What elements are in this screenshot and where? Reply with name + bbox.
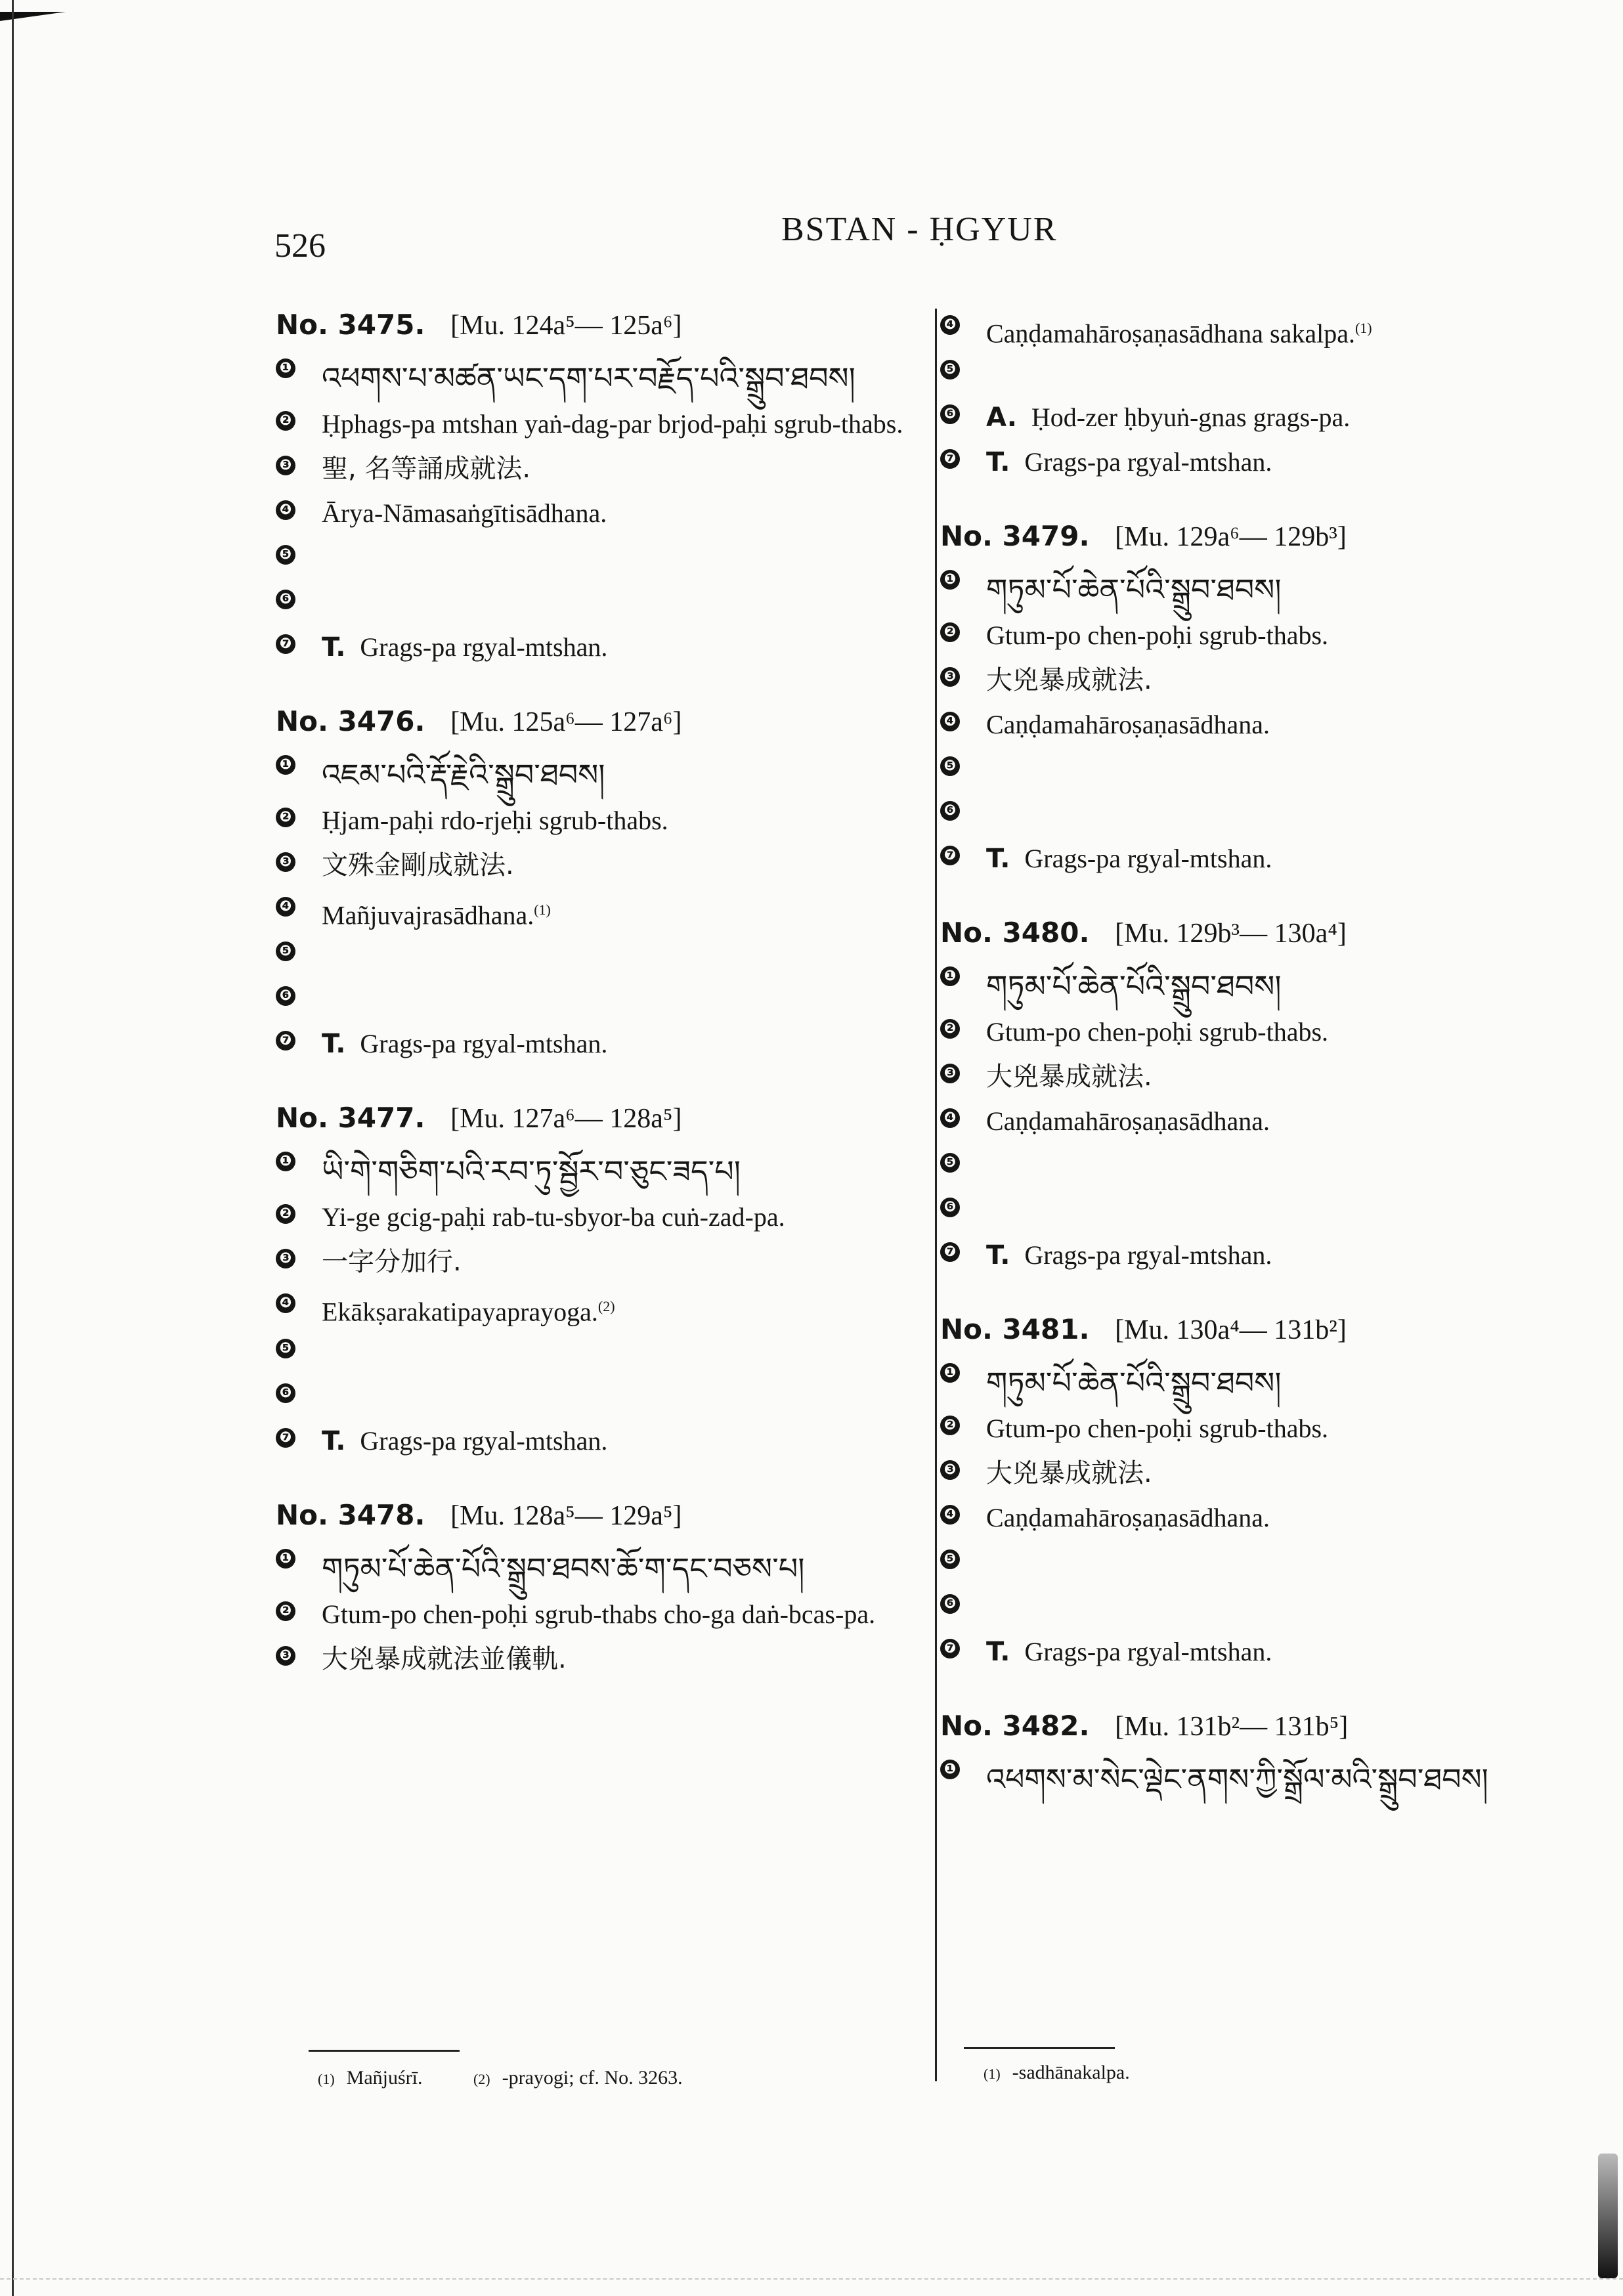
field-tibetan-title — [940, 1753, 1511, 1806]
translator-label: T. — [322, 1425, 346, 1456]
marker-4-icon: ❹ — [940, 712, 960, 731]
translator-label: T. — [322, 1029, 346, 1060]
marker-3-icon: ❸ — [276, 456, 295, 475]
field-6-empty — [276, 1377, 919, 1421]
field-5-empty — [940, 1543, 1511, 1588]
marker-1-icon: ❶ — [276, 1549, 295, 1569]
field-6-empty — [940, 1588, 1511, 1632]
field-5-empty — [940, 353, 1511, 398]
translator-name: Grags-pa rgyal-mtshan. — [1024, 844, 1272, 874]
transliteration: Yi-ge gcig-paḥi rab-tu-sbyor-ba cuṅ-zad-pa. — [322, 1202, 785, 1232]
field-transliteration — [940, 616, 1511, 661]
field-6-empty — [276, 583, 919, 628]
entry-reference: [Mu. 129b³— 130a⁴] — [1115, 919, 1347, 949]
translator-label: T. — [986, 1240, 1010, 1271]
chinese-title: 大兇暴成就法. — [986, 1062, 1152, 1093]
transliteration: Gtum-po chen-poḥi sgrub-thabs cho-ga daṅ-bcas-pa. — [322, 1599, 876, 1629]
field-translator — [940, 443, 1511, 487]
entry-number: No. 3477. — [276, 1102, 425, 1135]
transliteration: Gtum-po chen-poḥi sgrub-thabs. — [986, 620, 1329, 651]
sanskrit-title: Caṇḍamahāroṣaṇasādhana. — [986, 1503, 1270, 1533]
left-margin-rule — [12, 0, 14, 2296]
field-chinese-title — [276, 1639, 919, 1684]
field-translator — [940, 1632, 1511, 1677]
field-chinese-title — [276, 1242, 919, 1287]
field-transliteration — [276, 1198, 919, 1242]
field-tibetan-title — [940, 563, 1511, 616]
field-sanskrit-title — [940, 1498, 1511, 1543]
field-chinese-title — [940, 1057, 1511, 1102]
translator-name: Grags-pa rgyal-mtshan. — [1024, 1240, 1272, 1270]
field-tibetan-title — [276, 1542, 919, 1595]
field-transliteration — [940, 1409, 1511, 1454]
field-translator — [940, 839, 1511, 884]
entry-heading — [276, 705, 919, 738]
marker-2-icon: ❷ — [276, 411, 295, 431]
field-tibetan-title — [276, 1145, 919, 1198]
field-6-empty — [276, 980, 919, 1024]
translator-name: Grags-pa rgyal-mtshan. — [360, 632, 608, 662]
marker-4-icon: ❹ — [276, 1293, 295, 1313]
transliteration: Ḥjam-paḥi rdo-rjeḥi sgrub-thabs. — [322, 806, 668, 835]
footnote-text: Mañjuśrī. — [346, 2067, 423, 2089]
marker-5-icon: ❺ — [940, 756, 960, 776]
marker-7-icon: ❼ — [940, 846, 960, 865]
catalog-entry-3481 — [940, 1313, 1511, 1677]
footnote-text: -prayogi; cf. No. 3263. — [502, 2067, 683, 2089]
entry-reference: [Mu. 125a⁶— 127a⁶] — [450, 707, 682, 737]
translator-name: Grags-pa rgyal-mtshan. — [1024, 447, 1272, 477]
field-tibetan-title — [940, 1356, 1511, 1409]
field-sanskrit-title — [276, 494, 919, 538]
entry-heading — [940, 1313, 1511, 1346]
marker-7-icon: ❼ — [940, 1639, 960, 1658]
sanskrit-title: Caṇḍamahāroṣaṇasādhana. — [986, 710, 1270, 740]
sanskrit-title: Caṇḍamahāroṣaṇasādhana. — [986, 1106, 1270, 1137]
marker-5-icon: ❺ — [276, 1339, 295, 1358]
translator-name: Grags-pa rgyal-mtshan. — [360, 1029, 608, 1059]
footnotes-right — [984, 2062, 1176, 2084]
entry-reference: [Mu. 127a⁶— 128a⁵] — [450, 1104, 682, 1135]
footnote-rule-right — [964, 2047, 1115, 2049]
transliteration: Gtum-po chen-poḥi sgrub-thabs. — [986, 1017, 1329, 1047]
footnotes-left — [318, 2067, 729, 2089]
marker-2-icon: ❷ — [276, 1204, 295, 1224]
marker-2-icon: ❷ — [940, 1416, 960, 1435]
marker-4-icon: ❹ — [940, 1505, 960, 1525]
tibetan-title: གཏུམ་པོ་ཆེན་པོའི་སྒྲུབ་ཐབས། — [986, 572, 1282, 608]
footnote-mark: (2) — [473, 2071, 490, 2087]
marker-7-icon: ❼ — [940, 1242, 960, 1262]
field-5-empty — [276, 1332, 919, 1377]
marker-6-icon: ❻ — [276, 590, 295, 609]
tibetan-title: འཕགས་པ་མཚན་ཡང་དག་པར་བརྗོད་པའི་སྒྲུབ་ཐབས། — [322, 360, 855, 396]
marker-2-icon: ❷ — [940, 622, 960, 642]
field-5-empty — [940, 1146, 1511, 1191]
footnote-mark: (1) — [318, 2071, 335, 2087]
catalog-entry-3478-continued — [940, 309, 1511, 487]
translator-label: T. — [986, 1637, 1010, 1668]
tibetan-title: འཕགས་མ་སེང་ལྡེང་ནགས་ཀྱི་སྒྲོལ་མའི་སྒྲུབ་ཐབས། — [986, 1762, 1488, 1798]
catalog-entry-3480 — [940, 917, 1511, 1280]
field-translator — [276, 1421, 919, 1466]
catalog-entry-3476 — [276, 705, 919, 1069]
marker-5-icon: ❺ — [940, 1153, 960, 1173]
marker-6-icon: ❻ — [276, 1383, 295, 1403]
marker-5-icon: ❺ — [940, 1549, 960, 1569]
marker-1-icon: ❶ — [940, 570, 960, 590]
catalog-entry-3479 — [940, 520, 1511, 884]
tibetan-title: གཏུམ་པོ་ཆེན་པོའི་སྒྲུབ་ཐབས། — [986, 968, 1282, 1005]
column-divider — [935, 309, 937, 2081]
field-tibetan-title — [276, 748, 919, 801]
field-translator — [276, 628, 919, 672]
marker-3-icon: ❸ — [940, 667, 960, 687]
marker-4-icon: ❹ — [940, 1108, 960, 1128]
translator-label: T. — [986, 844, 1010, 875]
catalog-entry-3477 — [276, 1102, 919, 1465]
footnote-reference: (1) — [534, 901, 551, 918]
field-sanskrit-title — [940, 1102, 1511, 1146]
entry-reference: [Mu. 131b²— 131b⁵] — [1115, 1712, 1349, 1743]
field-sanskrit-title — [940, 705, 1511, 750]
entry-number: No. 3482. — [940, 1710, 1090, 1743]
scan-edge-smudge — [1598, 2154, 1618, 2278]
marker-3-icon: ❸ — [940, 1064, 960, 1083]
marker-3-icon: ❸ — [276, 1646, 295, 1666]
field-translator — [276, 1024, 919, 1069]
field-5-empty — [276, 538, 919, 583]
field-tibetan-title — [276, 352, 919, 404]
left-column — [276, 309, 919, 1717]
chinese-title: 一字分加行. — [322, 1247, 462, 1278]
field-5-empty — [276, 935, 919, 980]
scan-bottom-edge — [0, 2278, 1623, 2281]
field-transliteration — [940, 1012, 1511, 1057]
marker-5-icon: ❺ — [276, 942, 295, 961]
marker-7-icon: ❼ — [276, 1428, 295, 1448]
field-sanskrit-title — [940, 309, 1511, 353]
marker-2-icon: ❷ — [276, 808, 295, 827]
marker-1-icon: ❶ — [276, 358, 295, 378]
field-chinese-title — [940, 661, 1511, 705]
marker-1-icon: ❶ — [940, 1363, 960, 1383]
marker-3-icon: ❸ — [276, 852, 295, 872]
catalog-entry-3475 — [276, 309, 919, 672]
transliteration: Ḥphags-pa mtshan yaṅ-dag-par brjod-paḥi sgrub-thabs. — [322, 409, 903, 439]
field-transliteration — [276, 1595, 919, 1639]
field-translator — [940, 1236, 1511, 1280]
entry-heading — [940, 917, 1511, 949]
entry-reference: [Mu. 129a⁶— 129b³] — [1115, 522, 1347, 553]
entry-heading — [940, 520, 1511, 553]
marker-2-icon: ❷ — [276, 1601, 295, 1621]
marker-7-icon: ❼ — [276, 1031, 295, 1051]
marker-4-icon: ❹ — [276, 500, 295, 520]
marker-6-icon: ❻ — [940, 404, 960, 424]
entry-number: No. 3479. — [940, 520, 1090, 553]
marker-6-icon: ❻ — [940, 801, 960, 821]
translator-label: T. — [322, 632, 346, 662]
marker-1-icon: ❶ — [940, 1760, 960, 1779]
chinese-title: 聖, 名等誦成就法. — [322, 454, 531, 484]
field-tibetan-title — [940, 960, 1511, 1012]
author-label: A. — [986, 402, 1017, 433]
marker-3-icon: ❸ — [276, 1249, 295, 1268]
tibetan-title: གཏུམ་པོ་ཆེན་པོའི་སྒྲུབ་ཐབས་ཆོ་ག་དང་བཅས་པ། — [322, 1550, 805, 1586]
translator-name: Grags-pa rgyal-mtshan. — [1024, 1637, 1272, 1667]
marker-6-icon: ❻ — [276, 986, 295, 1006]
footnote-rule-left — [309, 2050, 460, 2052]
marker-6-icon: ❻ — [940, 1594, 960, 1614]
entry-number: No. 3478. — [276, 1498, 425, 1531]
entry-heading — [276, 1102, 919, 1135]
chinese-title: 大兇暴成就法. — [986, 665, 1152, 696]
marker-1-icon: ❶ — [276, 755, 295, 775]
marker-3-icon: ❸ — [940, 1460, 960, 1480]
field-chinese-title — [276, 449, 919, 494]
chinese-title: 大兇暴成就法並儀軌. — [322, 1643, 567, 1674]
field-chinese-title — [940, 1454, 1511, 1498]
entry-heading — [276, 1499, 919, 1532]
marker-5-icon: ❺ — [276, 545, 295, 565]
page-number: 526 — [274, 227, 326, 265]
entry-number: No. 3476. — [276, 705, 425, 737]
catalog-entry-3478 — [276, 1499, 919, 1684]
marker-4-icon: ❹ — [276, 897, 295, 917]
chinese-title: 文殊金剛成就法. — [322, 850, 514, 880]
sanskrit-title: Ekākṣarakatipayaprayoga. — [322, 1297, 598, 1327]
entry-heading — [940, 1710, 1511, 1743]
entry-heading — [276, 309, 919, 341]
marker-7-icon: ❼ — [940, 449, 960, 469]
corner-tab-mark — [0, 12, 66, 21]
marker-1-icon: ❶ — [276, 1152, 295, 1171]
sanskrit-title: Mañjuvajrasādhana. — [322, 900, 534, 930]
transliteration: Gtum-po chen-poḥi sgrub-thabs. — [986, 1414, 1329, 1444]
entry-number: No. 3480. — [940, 917, 1090, 949]
entry-number: No. 3481. — [940, 1313, 1090, 1346]
entry-reference: [Mu. 130a⁴— 131b²] — [1115, 1315, 1347, 1346]
right-column — [940, 309, 1511, 1838]
field-author — [940, 398, 1511, 443]
tibetan-title: གཏུམ་པོ་ཆེན་པོའི་སྒྲུབ་ཐབས། — [986, 1365, 1282, 1401]
field-sanskrit-title — [276, 1287, 919, 1332]
marker-2-icon: ❷ — [940, 1019, 960, 1039]
entry-reference: [Mu. 128a⁵— 129a⁵] — [450, 1500, 682, 1531]
footnote-text: -sadhānakalpa. — [1012, 2062, 1130, 2083]
entry-number: No. 3475. — [276, 309, 425, 341]
running-head: BSTAN - ḤGYUR — [781, 211, 1058, 248]
footnote-reference: (2) — [597, 1298, 615, 1315]
field-6-empty — [940, 794, 1511, 839]
footnote-mark: (1) — [984, 2066, 1001, 2082]
author-name: Ḥod-zer ḥbyuṅ-gnas grags-pa. — [1031, 402, 1351, 433]
marker-1-icon: ❶ — [940, 966, 960, 986]
footnote-reference: (1) — [1354, 320, 1372, 336]
entry-reference: [Mu. 124a⁵— 125a⁶] — [450, 311, 682, 341]
marker-5-icon: ❺ — [940, 360, 960, 379]
field-6-empty — [940, 1191, 1511, 1236]
field-chinese-title — [276, 846, 919, 890]
field-transliteration — [276, 404, 919, 449]
translator-label: T. — [986, 447, 1010, 478]
sanskrit-title: Ārya-Nāmasaṅgītisādhana. — [322, 498, 607, 528]
tibetan-title: འཇམ་པའི་རྡོ་རྗེའི་སྒྲུབ་ཐབས། — [322, 757, 605, 792]
field-transliteration — [276, 801, 919, 846]
translator-name: Grags-pa rgyal-mtshan. — [360, 1425, 608, 1456]
marker-6-icon: ❻ — [940, 1198, 960, 1217]
catalog-entry-3482 — [940, 1710, 1511, 1806]
marker-7-icon: ❼ — [276, 634, 295, 654]
sanskrit-title: Caṇḍamahāroṣaṇasādhana sakalpa. — [986, 318, 1355, 349]
chinese-title: 大兇暴成就法. — [986, 1458, 1152, 1489]
field-5-empty — [940, 750, 1511, 794]
tibetan-title: ཡི་གེ་གཅིག་པའི་རབ་ཏུ་སྦྱོར་བ་ཅུང་ཟད་པ། — [322, 1154, 741, 1190]
marker-4-icon: ❹ — [940, 315, 960, 335]
field-sanskrit-title — [276, 890, 919, 935]
